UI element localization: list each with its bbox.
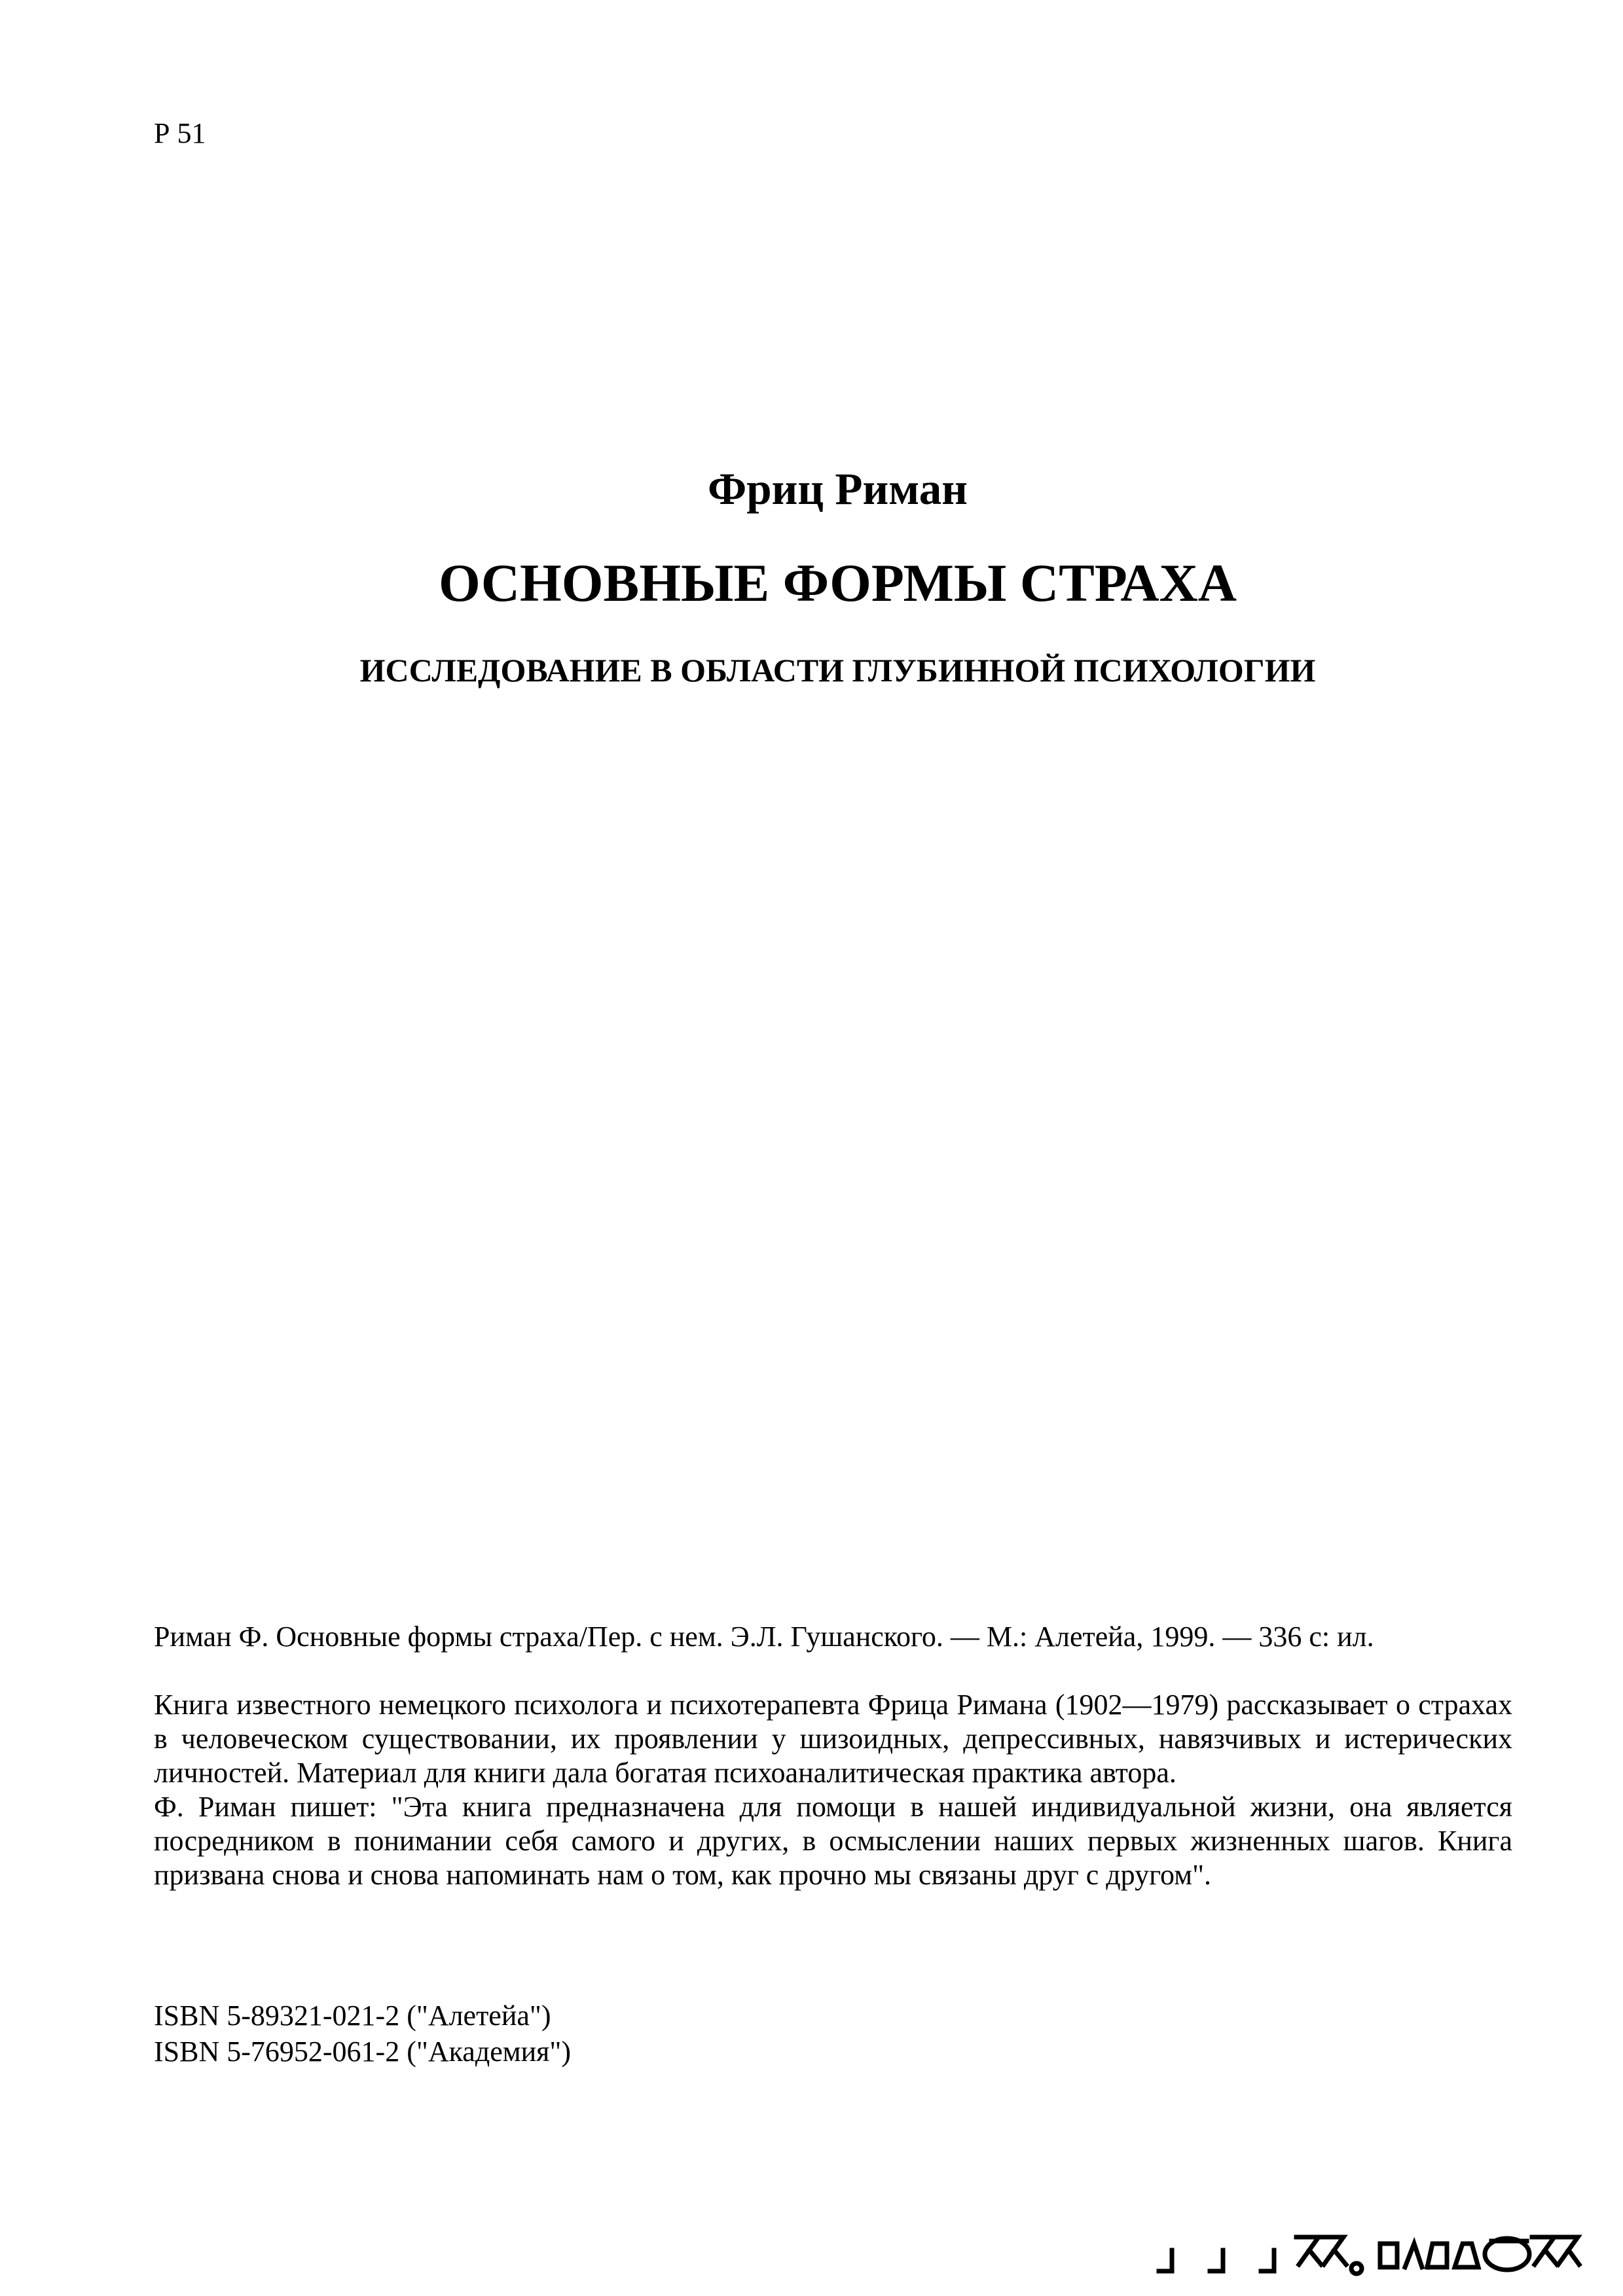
bibliographic-citation: Риман Ф. Основные формы страха/Пер. с нем. Э.Л. Гушанского. — М.: Алетейа, 1999. — 336 с: ил.	[154, 1621, 1374, 1653]
annotation-paragraph: Ф. Риман пишет: "Эта книга предназначена для помощи в нашей индивидуальной жизни, она является посредником в понимании себя самого и других, в осмыслении наших первых жизненных шагов. Книга призвана снова и снова напоминать нам о том, как прочно мы связаны друг с другом".	[154, 1791, 1512, 1891]
bibliographic-block	[154, 1620, 1512, 1892]
book-title: ОСНОВНЫЕ ФОРМЫ СТРАХА	[438, 553, 1237, 613]
publisher-glyph-stamp-icon	[1152, 2224, 1584, 2276]
isbn-line: ISBN 5-89321-021-2 ("Алетейа")	[154, 2000, 551, 2032]
catalog-code: Р 51	[154, 117, 206, 149]
annotation-paragraph: Книга известного немецкого психолога и психотерапевта Фрица Римана (1902—1979) рассказывает о страхах в человеческом существовании, их проявлении у шизоидных, депрессивных, навязчивых и истерических личностей. Материал для книги дала богатая психоаналитическая практика автора.	[154, 1689, 1512, 1789]
annotation	[154, 1688, 1512, 1892]
isbn-block	[154, 1998, 571, 2070]
author-name: Фриц Риман	[707, 464, 968, 514]
isbn-line: ISBN 5-76952-061-2 ("Академия")	[154, 2036, 571, 2068]
title-block	[0, 461, 1623, 691]
book-subtitle: ИССЛЕДОВАНИЕ В ОБЛАСТИ ГЛУБИННОЙ ПСИХОЛОГИИ	[359, 652, 1316, 689]
